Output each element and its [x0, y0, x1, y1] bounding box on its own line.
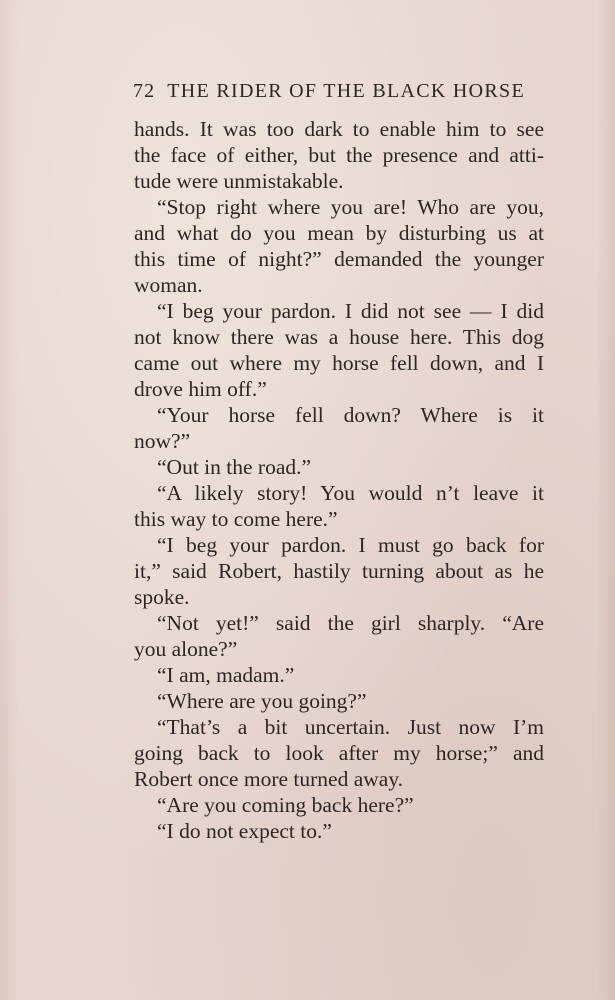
text-line: and what do you mean by disturbing us at — [134, 221, 544, 245]
page-number: 72 — [133, 80, 156, 102]
text-line: “Out in the road.” — [157, 455, 312, 479]
running-title: THE RIDER OF THE BLACK HORSE — [167, 80, 525, 102]
text-line: now?” — [134, 429, 191, 453]
text-line: tude were unmistakable. — [134, 169, 344, 193]
text-line: drove him off.” — [134, 377, 267, 401]
text-line: Robert once more turned away. — [134, 767, 404, 791]
text-line: not know there was a house here. This dog — [134, 325, 544, 349]
text-line: “Are you coming back here?” — [157, 793, 414, 817]
text-line: hands. It was too dark to enable him to see — [134, 117, 544, 141]
text-line: this way to come here.” — [134, 507, 338, 531]
text-line: “A likely story! You would n’t leave it — [157, 481, 544, 505]
text-line: “I beg your pardon. I did not see — I did — [157, 299, 544, 323]
text-line: “That’s a bit uncertain. Just now I’m — [157, 715, 544, 739]
text-line: “Where are you going?” — [157, 689, 367, 713]
text-line: the face of either, but the presence and atti- — [134, 143, 544, 167]
text-line: “Your horse fell down? Where is it — [157, 403, 544, 427]
text-line: “I do not expect to.” — [157, 819, 332, 843]
text-line: “Stop right where you are! Who are you, — [157, 195, 544, 219]
text-line: spoke. — [134, 585, 190, 609]
text-line: it,” said Robert, hastily turning about as he — [134, 559, 544, 583]
text-line: woman. — [134, 273, 203, 297]
text-line: “Not yet!” said the girl sharply. “Are — [157, 611, 544, 635]
page-header — [133, 80, 525, 110]
text-line: “I am, madam.” — [157, 663, 295, 687]
text-line: going back to look after my horse;” and — [134, 741, 544, 765]
text-line: this time of night?” demanded the younger — [134, 247, 544, 271]
text-line: came out where my horse fell down, and I — [134, 351, 544, 375]
text-line: “I beg your pardon. I must go back for — [157, 533, 544, 557]
text-line: you alone?” — [134, 637, 238, 661]
